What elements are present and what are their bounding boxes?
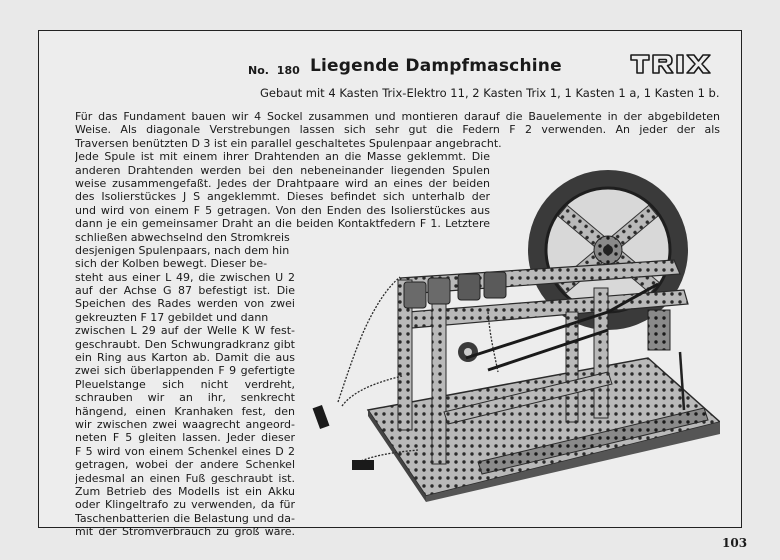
text-line: zwischen L 29 auf der Welle K W fest- <box>75 324 295 338</box>
text-line: Zum Betrieb des Modells ist ein Akku <box>75 484 295 498</box>
text-line: ein Ring aus Karton ab. Damit die aus <box>75 351 295 365</box>
text-line: steht aus einer L 49, die zwischen U 2 <box>75 270 295 284</box>
text-line: mit der Stromverbrauch zu groß wäre. <box>75 525 295 539</box>
text-line: F 5 wird von einem Schenkel eines D 2 <box>75 444 295 458</box>
terminal-plugs <box>313 405 374 470</box>
text-line: Taschenbatterien die Belastung und da- <box>75 511 295 525</box>
steam-engine-photo <box>308 162 720 502</box>
text-line: anderen Drahtenden werden bei den nebeneinander liegenden Spulen <box>75 163 490 177</box>
model-number-prefix: No. <box>248 64 269 77</box>
text-line: sich der Kolben bewegt. Dieser be- <box>75 257 268 271</box>
text-line: schrauben wir an ihr, senkrecht <box>75 391 295 405</box>
text-line: zwei sich überlappenden F 9 gefertigte <box>75 364 295 378</box>
text-line: weise zusammengefaßt. Jedes der Drahtpaare wird an eines der beiden <box>75 176 490 190</box>
text-line: des Isolierstückes J S angeklemmt. Dieses befindet sich unterhalb der <box>75 190 490 204</box>
text-line: Speichen des Rades werden von zwei <box>75 297 295 311</box>
text-line: wir zwischen zwei waagrecht angeord- <box>75 417 295 431</box>
model-number-value: 180 <box>276 64 300 77</box>
text-line: oder Klingeltrafo zu verwenden, da für <box>75 498 295 512</box>
text-line: schließen abwechselnd den Stromkreis <box>75 230 290 244</box>
text-line: auf der Achse G 87 befestigt ist. Die <box>75 284 295 298</box>
text-line: Traversen benützten D 3 ist ein parallel geschaltetes Spulenpaar angebracht. <box>75 136 502 150</box>
text-line: desjenigen Spulenpaars, nach dem hin <box>75 243 290 257</box>
page-number: 103 <box>722 536 748 550</box>
text-line: jedesmal an einen Fuß geschraubt ist. <box>75 471 295 485</box>
text-line: gekreuzten F 17 gebildet und dann <box>75 310 269 324</box>
text-line: neten F 5 gleiten lassen. Jeder dieser <box>75 431 295 445</box>
text-line: Pleuelstange sich nicht verdreht, <box>75 377 295 391</box>
subtitle: Gebaut mit 4 Kasten Trix-Elektro 11, 2 Kasten Trix 1, 1 Kasten 1 a, 1 Kasten 1 b. <box>260 86 720 100</box>
text-line: Für das Fundament bauen wir 4 Sockel zusammen und montieren darauf die Bauelemente in der abgebildeten <box>75 110 720 123</box>
text-line: Weise. Als diagonale Verstrebungen lassen sich sehr gut die Federn F 2 verwenden. An jeder der als <box>75 123 720 137</box>
text-line: getragen, wobei der andere Schenkel <box>75 458 295 472</box>
text-line: hängend, einen Kranhaken fest, den <box>75 404 295 418</box>
text-line: dann je ein gemeinsamer Draht an die beiden Kontaktfedern F 1. Letztere <box>75 217 490 231</box>
model-number <box>248 64 300 77</box>
page-title: Liegende Dampfmaschine <box>310 56 562 76</box>
text-line: und wird von einem F 5 getragen. Von den Enden des Isolierstückes aus <box>75 203 490 217</box>
text-line: geschraubt. Den Schwungradkranz gibt <box>75 337 295 351</box>
trix-logo <box>629 52 726 76</box>
text-line: Jede Spule ist mit einem ihrer Drahtenden an die Masse geklemmt. Die <box>75 150 490 164</box>
